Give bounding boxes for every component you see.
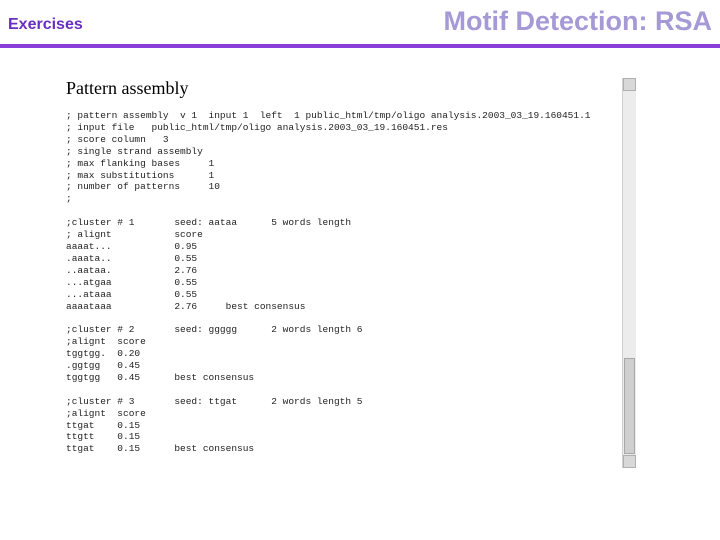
vertical-scrollbar[interactable]: [622, 78, 636, 468]
output-line: ...ataaa 0.55: [66, 288, 198, 300]
scroll-up-button[interactable]: [623, 78, 636, 91]
page-content: [62, 78, 622, 468]
output-line: aaaataaa 2.76 best consensus: [66, 300, 306, 312]
scrollbar-thumb[interactable]: [624, 358, 635, 454]
scroll-down-button[interactable]: [623, 455, 636, 468]
output-line: ..aataa. 2.76: [66, 264, 198, 276]
output-line: .ggtgg 0.45: [66, 360, 141, 372]
output-line: ; pattern assembly v 1 input 1 left 1 public_html/tmp/oligo analysis.2003_03_19.160451.1: [66, 110, 591, 121]
output-line: [66, 384, 591, 396]
output-line: .aaata.. 0.55: [66, 252, 198, 264]
section-label: Exercises: [8, 16, 83, 33]
output-line: ; max substitutions 1: [66, 169, 215, 181]
title-divider: [0, 44, 720, 48]
output-line: ; alignt score: [66, 229, 203, 241]
page-heading: Pattern assembly: [66, 78, 189, 98]
output-line: ;cluster # 2 seed: ggggg 2 words length 6: [66, 324, 363, 336]
output-line: ; number of patterns 10: [66, 181, 220, 193]
output-line: [66, 205, 591, 217]
output-line: ttgat 0.15: [66, 419, 141, 431]
output-line: aaaat... 0.95: [66, 240, 198, 252]
output-line: tggtgg. 0.20: [66, 348, 141, 360]
output-line: ; score column 3: [66, 133, 169, 145]
output-line: ;alignt score: [66, 407, 146, 419]
output-line: [66, 312, 591, 324]
output-line: ttgat 0.15 best consensus: [66, 443, 255, 455]
output-line: ...atgaa 0.55: [66, 276, 198, 288]
output-line: tggtgg 0.45 best consensus: [66, 371, 255, 383]
output-line: ;alignt score: [66, 336, 146, 348]
output-line: ;cluster # 3 seed: ttgat 2 words length 5: [66, 395, 363, 407]
output-line: ; max flanking bases 1: [66, 157, 215, 169]
output-line: ttgtt 0.15: [66, 431, 141, 443]
browser-window: [62, 78, 636, 468]
pattern-assembly-output: [66, 110, 591, 455]
output-line: ;: [66, 193, 72, 205]
output-line: ;cluster # 1 seed: aataa 5 words length: [66, 217, 352, 229]
output-line: ; input file public_html/tmp/oligo analysis.2003_03_19.160451.res: [66, 121, 448, 133]
slide-title: Motif Detection: RSA: [443, 6, 712, 36]
output-line: ; single strand assembly: [66, 145, 203, 157]
